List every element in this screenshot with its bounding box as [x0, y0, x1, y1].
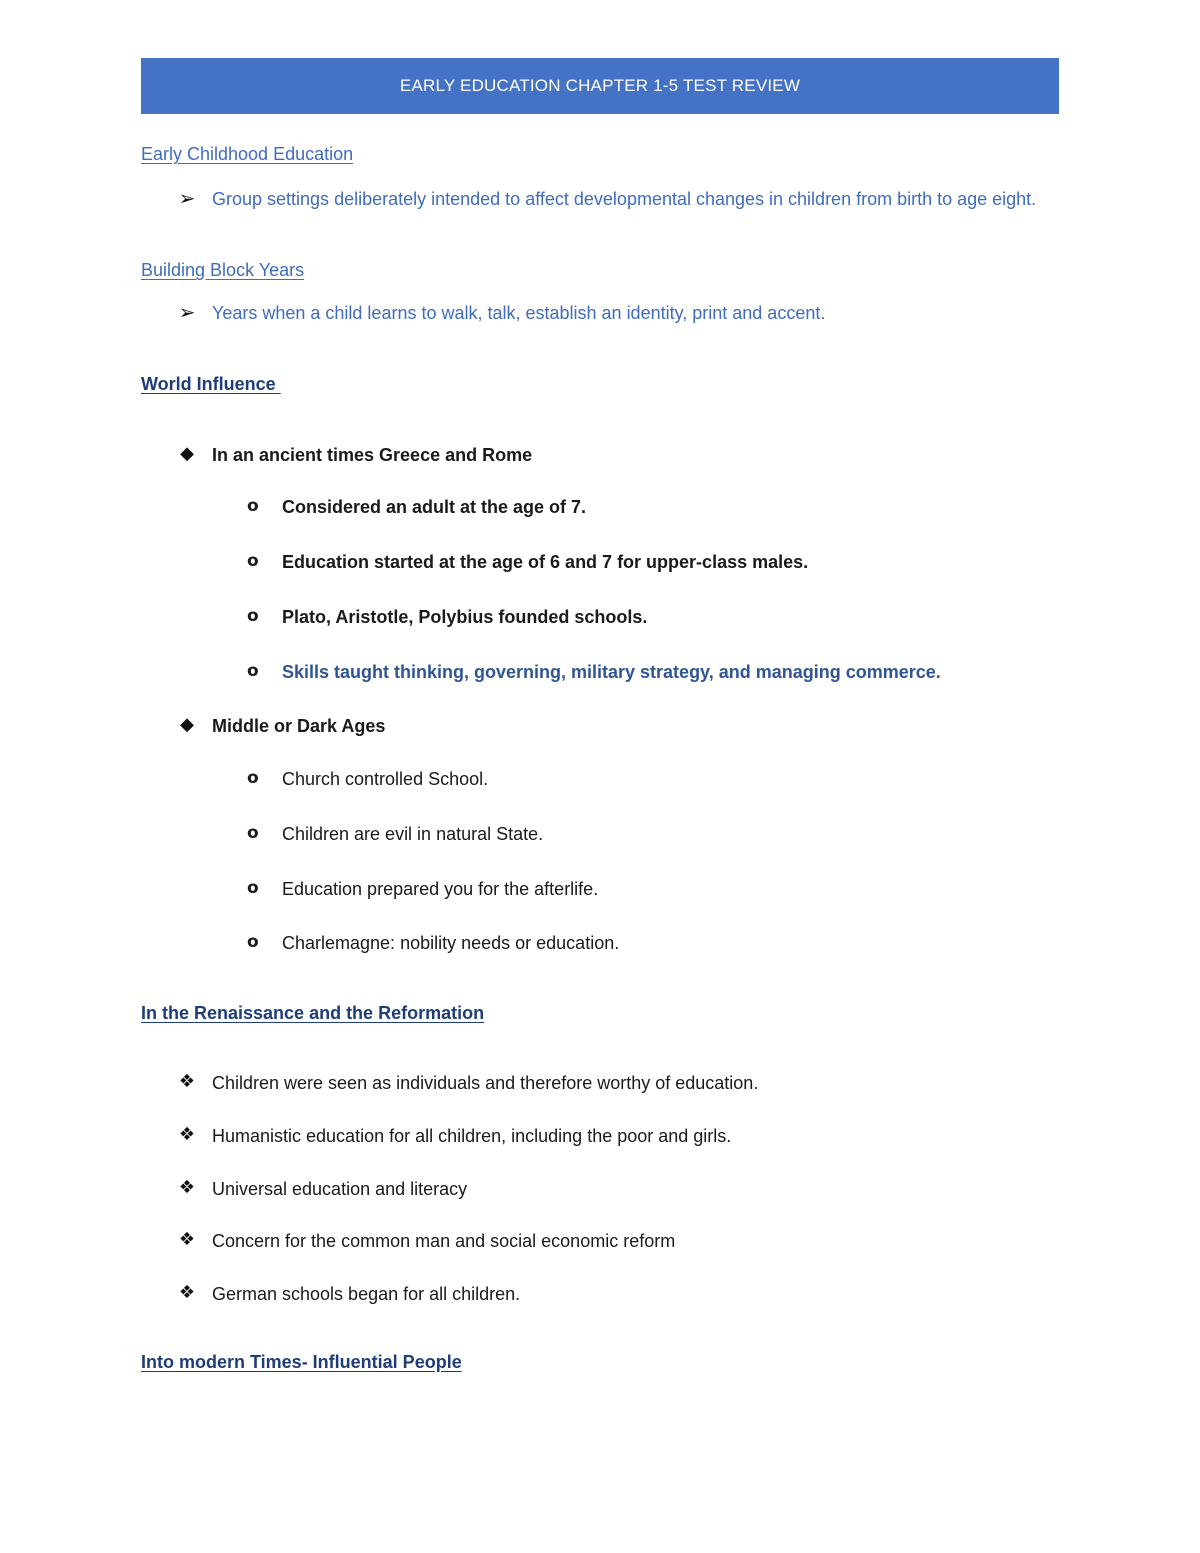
circle-bullet-icon: o [247, 606, 259, 626]
heading-modern-times: Into modern Times- Influential People [141, 1352, 462, 1372]
circle-bullet-icon: o [247, 932, 259, 952]
heading-renaissance-reformation: In the Renaissance and the Reformation [141, 1003, 485, 1023]
renaissance-item: Children were seen as individuals and therefore worthy of education. [212, 1073, 759, 1093]
heading-early-childhood-education: Early Childhood Education [141, 144, 354, 164]
heading-world-influence: World Influence [141, 374, 281, 394]
renaissance-item: Universal education and literacy [212, 1179, 468, 1199]
circle-bullet-icon: o [247, 768, 259, 788]
ece-definition: Group settings deliberately intended to affect developmental changes in children from birth to age eight. [212, 189, 1037, 209]
arrow-bullet-icon: ➢ [178, 188, 196, 210]
group-label-middle-ages: Middle or Dark Ages [212, 716, 386, 736]
heading-building-block-years: Building Block Years [141, 260, 305, 280]
diamond-bullet-icon: ◆ [180, 443, 194, 463]
four-diamond-bullet-icon: ❖ [178, 1177, 196, 1197]
ancient-item: Skills taught thinking, governing, military strategy, and managing commerce. [282, 662, 941, 682]
circle-bullet-icon: o [247, 878, 259, 898]
middle-ages-item: Charlemagne: nobility needs or education. [282, 933, 620, 953]
four-diamond-bullet-icon: ❖ [178, 1071, 196, 1091]
circle-bullet-icon: o [247, 823, 259, 843]
renaissance-item: Humanistic education for all children, including the poor and girls. [212, 1126, 732, 1146]
renaissance-item: German schools began for all children. [212, 1284, 521, 1304]
ancient-item: Considered an adult at the age of 7. [282, 497, 587, 517]
group-label-ancient: In an ancient times Greece and Rome [212, 445, 533, 465]
renaissance-item: Concern for the common man and social economic reform [212, 1231, 676, 1251]
middle-ages-item: Church controlled School. [282, 769, 489, 789]
title-banner [141, 58, 1059, 114]
diamond-bullet-icon: ◆ [180, 714, 194, 734]
ancient-item: Education started at the age of 6 and 7 for upper-class males. [282, 552, 809, 572]
document-title: EARLY EDUCATION CHAPTER 1-5 TEST REVIEW [399, 76, 801, 95]
circle-bullet-icon: o [247, 496, 259, 516]
bby-definition: Years when a child learns to walk, talk, establish an identity, print and accent. [212, 303, 826, 323]
circle-bullet-icon: o [247, 661, 259, 681]
arrow-bullet-icon: ➢ [178, 302, 196, 324]
four-diamond-bullet-icon: ❖ [178, 1124, 196, 1144]
circle-bullet-icon: o [247, 551, 259, 571]
four-diamond-bullet-icon: ❖ [178, 1282, 196, 1302]
ancient-item: Plato, Aristotle, Polybius founded schools. [282, 607, 648, 627]
four-diamond-bullet-icon: ❖ [178, 1229, 196, 1249]
middle-ages-item: Education prepared you for the afterlife. [282, 879, 599, 899]
middle-ages-item: Children are evil in natural State. [282, 824, 544, 844]
